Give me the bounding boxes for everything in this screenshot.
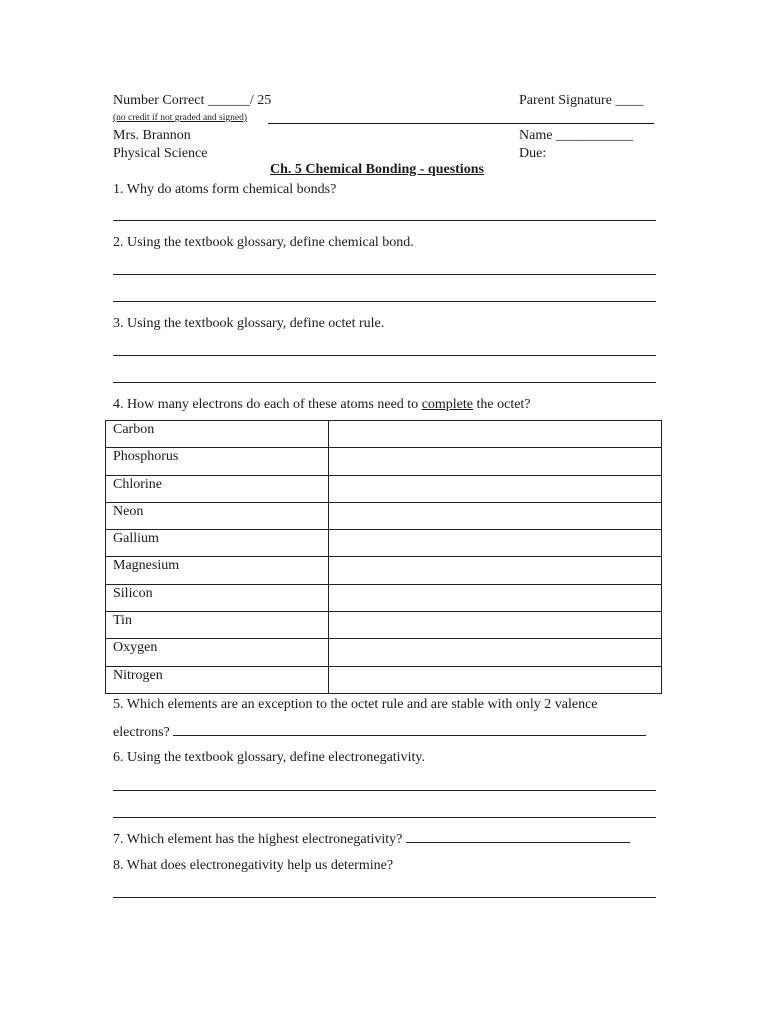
answer-line-1a xyxy=(113,220,656,221)
element-name: Magnesium xyxy=(106,557,329,584)
element-name: Carbon xyxy=(106,421,329,448)
question-5-line-2 xyxy=(113,722,646,741)
table-row xyxy=(106,475,662,502)
answer-cell[interactable] xyxy=(329,448,662,475)
answer-line-2b xyxy=(113,301,656,302)
answer-line-6a xyxy=(113,790,656,791)
answer-line-8a xyxy=(113,897,656,898)
number-correct-label: Number Correct ______/ 25 xyxy=(113,93,272,108)
question-8: 8. What does electronegativity help us determine? xyxy=(113,858,394,873)
table-row xyxy=(106,639,662,666)
student-name-label: Name ___________ xyxy=(519,128,633,143)
answer-cell[interactable] xyxy=(329,666,662,693)
question-4-text-end: the octet? xyxy=(473,397,531,412)
question-7: 7. Which element has the highest electronegativity? xyxy=(113,832,403,847)
element-name: Oxygen xyxy=(106,639,329,666)
element-name: Nitrogen xyxy=(106,666,329,693)
table-row xyxy=(106,530,662,557)
table-row xyxy=(106,421,662,448)
answer-line-3b xyxy=(113,382,656,383)
table-row xyxy=(106,612,662,639)
answer-cell[interactable] xyxy=(329,475,662,502)
question-5-line-1: 5. Which elements are an exception to the octet rule and are stable with only 2 valence xyxy=(113,697,598,712)
element-name: Silicon xyxy=(106,584,329,611)
elements-table xyxy=(105,420,662,694)
answer-line-3a xyxy=(113,355,656,356)
question-6: 6. Using the textbook glossary, define electronegativity. xyxy=(113,750,425,765)
answer-cell[interactable] xyxy=(329,639,662,666)
course-name: Physical Science xyxy=(113,146,208,161)
answer-blank-5[interactable] xyxy=(173,722,646,736)
header-divider xyxy=(268,123,654,124)
table-row xyxy=(106,584,662,611)
element-name: Chlorine xyxy=(106,475,329,502)
answer-cell[interactable] xyxy=(329,612,662,639)
element-name: Neon xyxy=(106,502,329,529)
answer-cell[interactable] xyxy=(329,557,662,584)
answer-cell[interactable] xyxy=(329,421,662,448)
question-7-line xyxy=(113,829,630,848)
question-1: 1. Why do atoms form chemical bonds? xyxy=(113,182,337,197)
element-name: Gallium xyxy=(106,530,329,557)
table-row xyxy=(106,557,662,584)
parent-signature-label: Parent Signature ____ xyxy=(519,93,644,108)
question-4-text-start: 4. How many electrons do each of these atoms need to xyxy=(113,397,422,412)
question-4-emphasis: complete xyxy=(421,397,473,412)
element-name: Phosphorus xyxy=(106,448,329,475)
answer-cell[interactable] xyxy=(329,584,662,611)
table-row xyxy=(106,502,662,529)
teacher-name: Mrs. Brannon xyxy=(113,128,191,143)
element-name: Tin xyxy=(106,612,329,639)
answer-cell[interactable] xyxy=(329,502,662,529)
due-label: Due: xyxy=(519,146,547,161)
question-3: 3. Using the textbook glossary, define octet rule. xyxy=(113,316,385,331)
page-title: Ch. 5 Chemical Bonding - questions xyxy=(270,162,484,177)
question-4 xyxy=(113,396,531,413)
question-5-prompt: electrons? xyxy=(113,725,170,740)
answer-blank-7[interactable] xyxy=(406,829,630,843)
answer-line-6b xyxy=(113,817,656,818)
answer-cell[interactable] xyxy=(329,530,662,557)
question-2: 2. Using the textbook glossary, define chemical bond. xyxy=(113,235,414,250)
table-row xyxy=(106,448,662,475)
no-credit-note: (no credit if not graded and signed) xyxy=(113,113,248,123)
answer-line-2a xyxy=(113,274,656,275)
table-row xyxy=(106,666,662,693)
